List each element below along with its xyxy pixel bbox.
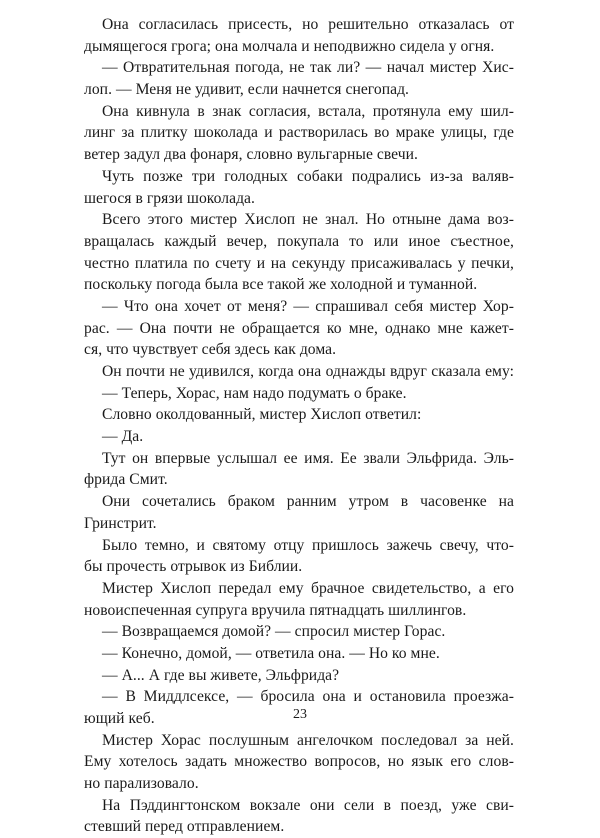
text-line: вращалась каждый вечер, покупала то или иное съестное, (84, 232, 514, 250)
text-line: ся, что чувствует себя здесь как дома. (84, 341, 337, 359)
text-line: Мистер Хорас послушным ангелочком последовал за ней. (102, 731, 514, 749)
text-line: шегося в грязи шоколада. (84, 189, 255, 207)
text-line: поскольку погода была все такой же холодной и туманной. (84, 276, 478, 294)
text-line: ющий кеб. (84, 710, 155, 727)
text-line: Она согласилась присесть, но решительно отказалась от (102, 16, 514, 33)
text-line: бы прочесть отрывок из Библии. (84, 558, 303, 576)
text-line: линг за плитку шоколада и растворилась во мраке улицы, где (84, 124, 514, 142)
text-line: новоиспеченная супруга вручила пятнадцать шиллингов. (84, 601, 467, 619)
text-line: стевший перед отправлением. (84, 818, 285, 836)
text-line: Ему хотелось задать множество вопросов, но язык его слов- (84, 753, 514, 771)
text-line: Он почти не удивился, когда она однажды вдруг сказала ему: (102, 363, 514, 380)
text-line: Она кивнула в знак согласия, встала, протянула ему шил- (102, 102, 514, 120)
text-line: — Конечно, домой, — ответила она. — Но ко мне. (102, 644, 440, 662)
text-line: Словно околдованный, мистер Хислоп ответил: (102, 406, 422, 424)
text-line: На Пэддингтонском вокзале они сели в поезд, уже сви- (102, 796, 514, 814)
text-line: Тут он впервые услышал ее имя. Ее звали Эльфрида. Эль- (102, 449, 514, 467)
text-line: — В Миддлсексе, — бросила она и остановила проезжа- (102, 688, 514, 706)
text-line: честно платила по счету и на секунду присаживалась у печки, (84, 254, 514, 272)
text-line: Всего этого мистер Хислоп не знал. Но отныне дама воз- (102, 211, 514, 229)
text-line: рас. — Она почти не обращается ко мне, однако мне кажет- (84, 319, 514, 337)
text-line: — Да. (102, 428, 144, 446)
text-line: но парализовало. (84, 775, 199, 793)
text-line: ветер задул два фонаря, словно вульгарные свечи. (84, 146, 418, 164)
text-line: Мистер Хислоп передал ему брачное свидетельство, а его (102, 579, 514, 597)
text-line: Гринстрит. (84, 514, 157, 532)
text-line: лоп. — Меня не удивит, если начнется снегопад. (84, 81, 410, 99)
page-number: 23 (293, 707, 307, 722)
text-line: — Возвращаемся домой? — спросил мистер Горас. (102, 623, 446, 641)
text-line: — Отвратительная погода, не так ли? — начал мистер Хис- (102, 59, 514, 77)
text-line: дымящегося грога; она молчала и неподвижно сидела у огня. (84, 37, 495, 55)
text-line: — А... А где вы живете, Эльфрида? (102, 666, 340, 684)
text-line: Чуть позже три голодных собаки подрались из-за валяв- (102, 167, 514, 185)
text-line: фрида Смит. (84, 471, 168, 489)
text-line: Было темно, и святому отцу пришлось зажечь свечу, что- (102, 536, 514, 554)
text-line: Они сочетались браком ранним утром в часовенке на (102, 493, 514, 511)
text-line: — Теперь, Хорас, нам надо подумать о браке. (102, 384, 407, 402)
text-line: — Что она хочет от меня? — спрашивал себя мистер Хор- (102, 297, 514, 315)
